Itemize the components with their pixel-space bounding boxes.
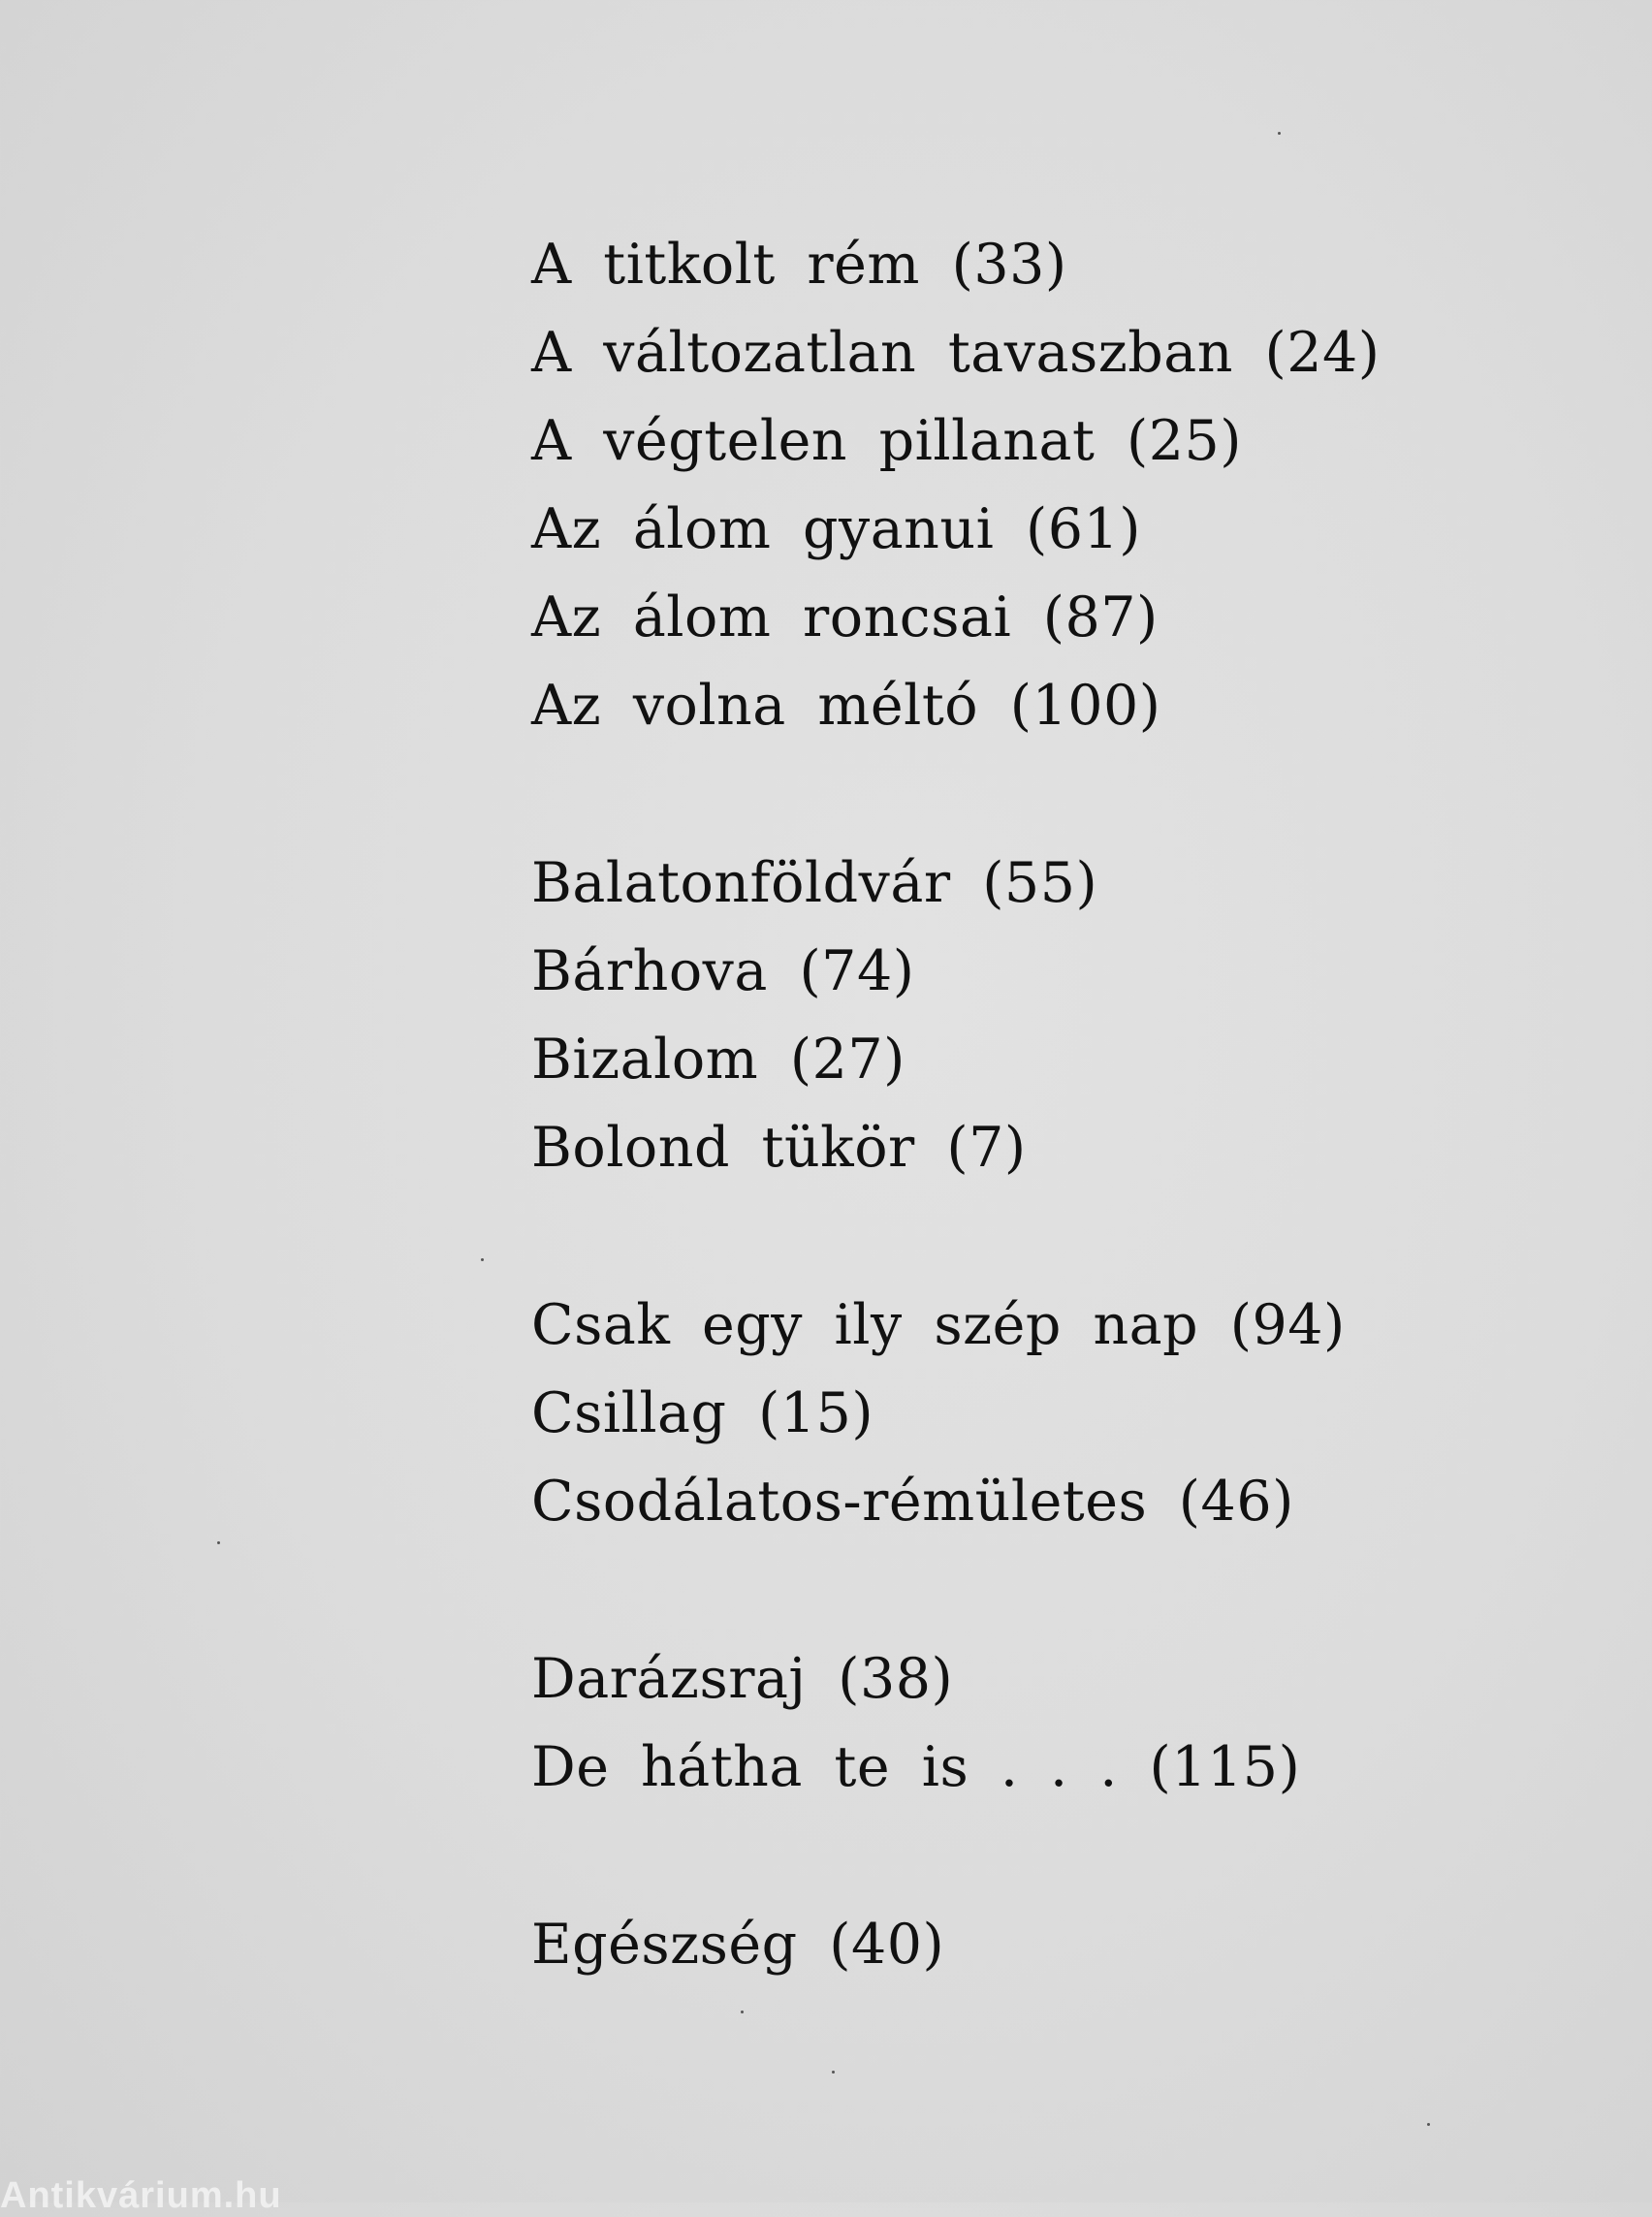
index-entry: Darázsraj (38) <box>531 1647 954 1711</box>
index-entry: Bizalom (27) <box>531 1028 905 1092</box>
index-entry: Az álom roncsai (87) <box>531 586 1159 649</box>
poem-index <box>531 221 1462 2078</box>
paper-speck <box>217 1541 220 1544</box>
paper-speck <box>1427 2123 1430 2126</box>
index-entry: Bolond tükör (7) <box>531 1116 1027 1180</box>
index-entry: Az álom gyanui (61) <box>531 497 1141 561</box>
paper-speck <box>741 2011 744 2013</box>
index-entry: Csillag (15) <box>531 1381 874 1445</box>
index-group-c <box>531 1282 1462 1546</box>
index-entry: Csodálatos-rémületes (46) <box>531 1470 1294 1534</box>
index-entry: A végtelen pillanat (25) <box>531 409 1243 473</box>
index-entry: A változatlan tavaszban (24) <box>531 321 1381 385</box>
index-entry: Csak egy ily szép nap (94) <box>531 1293 1346 1357</box>
paper-speck <box>832 2071 835 2074</box>
index-entry: A titkolt rém (33) <box>531 233 1067 297</box>
watermark: Antikvárium.hu <box>0 2175 282 2216</box>
index-group-d <box>531 1635 1462 1812</box>
index-entry: Az volna méltó (100) <box>531 674 1161 738</box>
index-group-e <box>531 1901 1462 1989</box>
index-entry: De hátha te is . . . (115) <box>531 1735 1301 1799</box>
index-group-a <box>531 221 1462 750</box>
index-entry: Bárhova (74) <box>531 939 915 1003</box>
index-group-b <box>531 839 1462 1192</box>
index-entry: Egészség (40) <box>531 1913 945 1977</box>
index-entry: Balatonföldvár (55) <box>531 851 1098 915</box>
paper-speck <box>481 1258 484 1261</box>
paper-speck <box>1278 132 1281 135</box>
